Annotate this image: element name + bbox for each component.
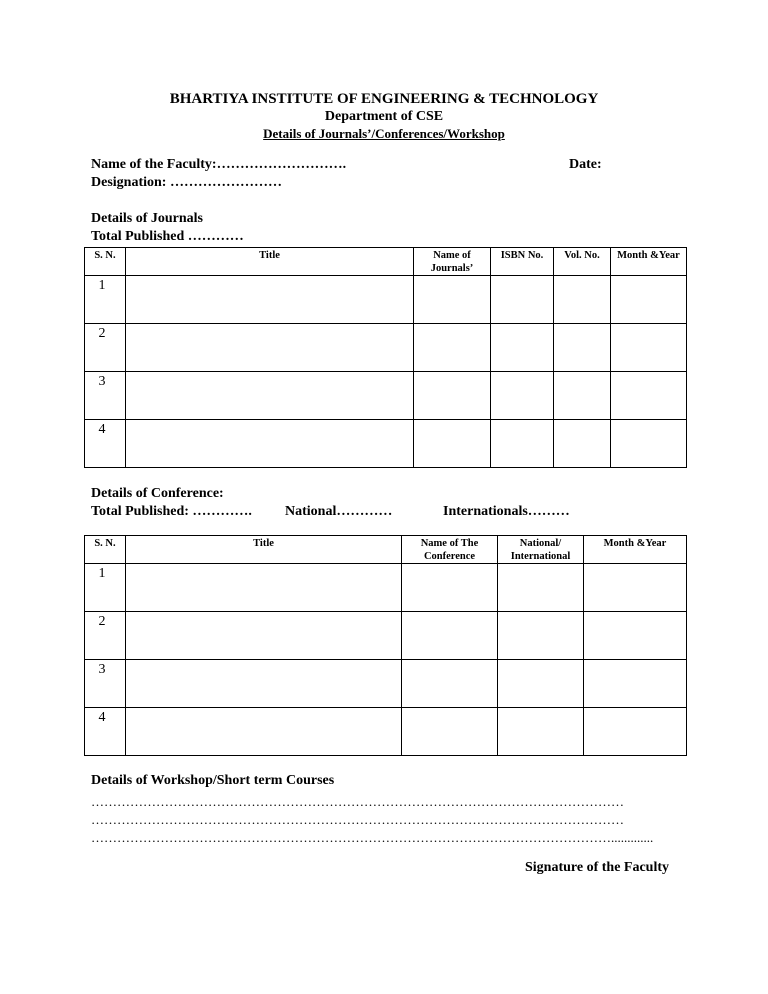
- workshop-fill-line[interactable]: ………………………………………………………………………………………………………….............: [91, 830, 654, 845]
- conference-total-published: Total Published: ………….: [91, 504, 252, 519]
- row-number: 3: [85, 372, 126, 420]
- workshop-heading: Details of Workshop/Short term Courses: [91, 773, 335, 788]
- row-number: 1: [85, 276, 126, 324]
- journals-col-journal-name: Name of Journals’: [414, 248, 491, 276]
- conference-col-title: Title: [126, 536, 402, 564]
- table-row: [85, 708, 687, 756]
- conference-header-row: [85, 536, 687, 564]
- title-cell[interactable]: [126, 708, 402, 756]
- isbn-cell[interactable]: [491, 324, 554, 372]
- title-cell[interactable]: [126, 420, 414, 468]
- conference-national: National…………: [285, 504, 393, 519]
- national-cell[interactable]: [498, 564, 584, 612]
- table-row: [85, 276, 687, 324]
- table-row: [85, 420, 687, 468]
- row-number: 2: [85, 324, 126, 372]
- row-number: 1: [85, 564, 126, 612]
- conference-name-cell[interactable]: [402, 708, 498, 756]
- vol-cell[interactable]: [554, 276, 611, 324]
- journals-heading: Details of Journals: [91, 211, 203, 226]
- row-number: 4: [85, 420, 126, 468]
- month-year-cell[interactable]: [611, 276, 687, 324]
- conference-name-cell[interactable]: [402, 564, 498, 612]
- row-number: 2: [85, 612, 126, 660]
- conference-col-name: Name of The Conference: [402, 536, 498, 564]
- conference-heading: Details of Conference:: [91, 486, 224, 501]
- institute-name: BHARTIYA INSTITUTE OF ENGINEERING & TECHNOLOGY: [169, 91, 599, 107]
- conference-col-national: National/ International: [498, 536, 584, 564]
- isbn-cell[interactable]: [491, 372, 554, 420]
- journal-name-cell[interactable]: [414, 420, 491, 468]
- table-row: [85, 564, 687, 612]
- journals-table: [84, 247, 687, 468]
- table-row: [85, 612, 687, 660]
- conference-name-cell[interactable]: [402, 660, 498, 708]
- row-number: 4: [85, 708, 126, 756]
- designation-label: Designation: ……………………: [91, 175, 282, 190]
- month-year-cell[interactable]: [584, 660, 687, 708]
- title-cell[interactable]: [126, 372, 414, 420]
- table-row: [85, 324, 687, 372]
- journals-col-month-year: Month &Year: [611, 248, 687, 276]
- title-cell[interactable]: [126, 276, 414, 324]
- conference-col-sn: S. N.: [85, 536, 126, 564]
- conference-name-cell[interactable]: [402, 612, 498, 660]
- isbn-cell[interactable]: [491, 276, 554, 324]
- title-cell[interactable]: [126, 564, 402, 612]
- form-title: Details of Journals’/Conferences/Workshop: [263, 126, 505, 141]
- conference-col-month-year: Month &Year: [584, 536, 687, 564]
- date-label: Date:: [569, 157, 602, 172]
- month-year-cell[interactable]: [611, 420, 687, 468]
- department-name: Department of CSE: [324, 109, 444, 124]
- journals-header-row: [85, 248, 687, 276]
- journals-col-isbn: ISBN No.: [491, 248, 554, 276]
- journal-name-cell[interactable]: [414, 276, 491, 324]
- conference-table: [84, 535, 687, 756]
- national-cell[interactable]: [498, 708, 584, 756]
- signature-label: Signature of the Faculty: [525, 860, 670, 875]
- vol-cell[interactable]: [554, 420, 611, 468]
- title-cell[interactable]: [126, 612, 402, 660]
- vol-cell[interactable]: [554, 372, 611, 420]
- journals-col-title: Title: [126, 248, 414, 276]
- vol-cell[interactable]: [554, 324, 611, 372]
- national-cell[interactable]: [498, 660, 584, 708]
- month-year-cell[interactable]: [611, 372, 687, 420]
- national-cell[interactable]: [498, 612, 584, 660]
- table-row: [85, 372, 687, 420]
- journal-name-cell[interactable]: [414, 372, 491, 420]
- month-year-cell[interactable]: [584, 708, 687, 756]
- conference-international: Internationals………: [443, 504, 570, 519]
- month-year-cell[interactable]: [584, 564, 687, 612]
- journals-total-published: Total Published …………: [91, 229, 244, 244]
- journals-col-vol: Vol. No.: [554, 248, 611, 276]
- faculty-name-label: Name of the Faculty:……………………….: [91, 157, 347, 172]
- month-year-cell[interactable]: [584, 612, 687, 660]
- journals-col-sn: S. N.: [85, 248, 126, 276]
- row-number: 3: [85, 660, 126, 708]
- workshop-fill-line[interactable]: ……………………………………………………………………………………………………………: [91, 812, 624, 827]
- isbn-cell[interactable]: [491, 420, 554, 468]
- journal-name-cell[interactable]: [414, 324, 491, 372]
- month-year-cell[interactable]: [611, 324, 687, 372]
- table-row: [85, 660, 687, 708]
- workshop-fill-line[interactable]: ……………………………………………………………………………………………………………: [91, 794, 624, 809]
- title-cell[interactable]: [126, 660, 402, 708]
- title-cell[interactable]: [126, 324, 414, 372]
